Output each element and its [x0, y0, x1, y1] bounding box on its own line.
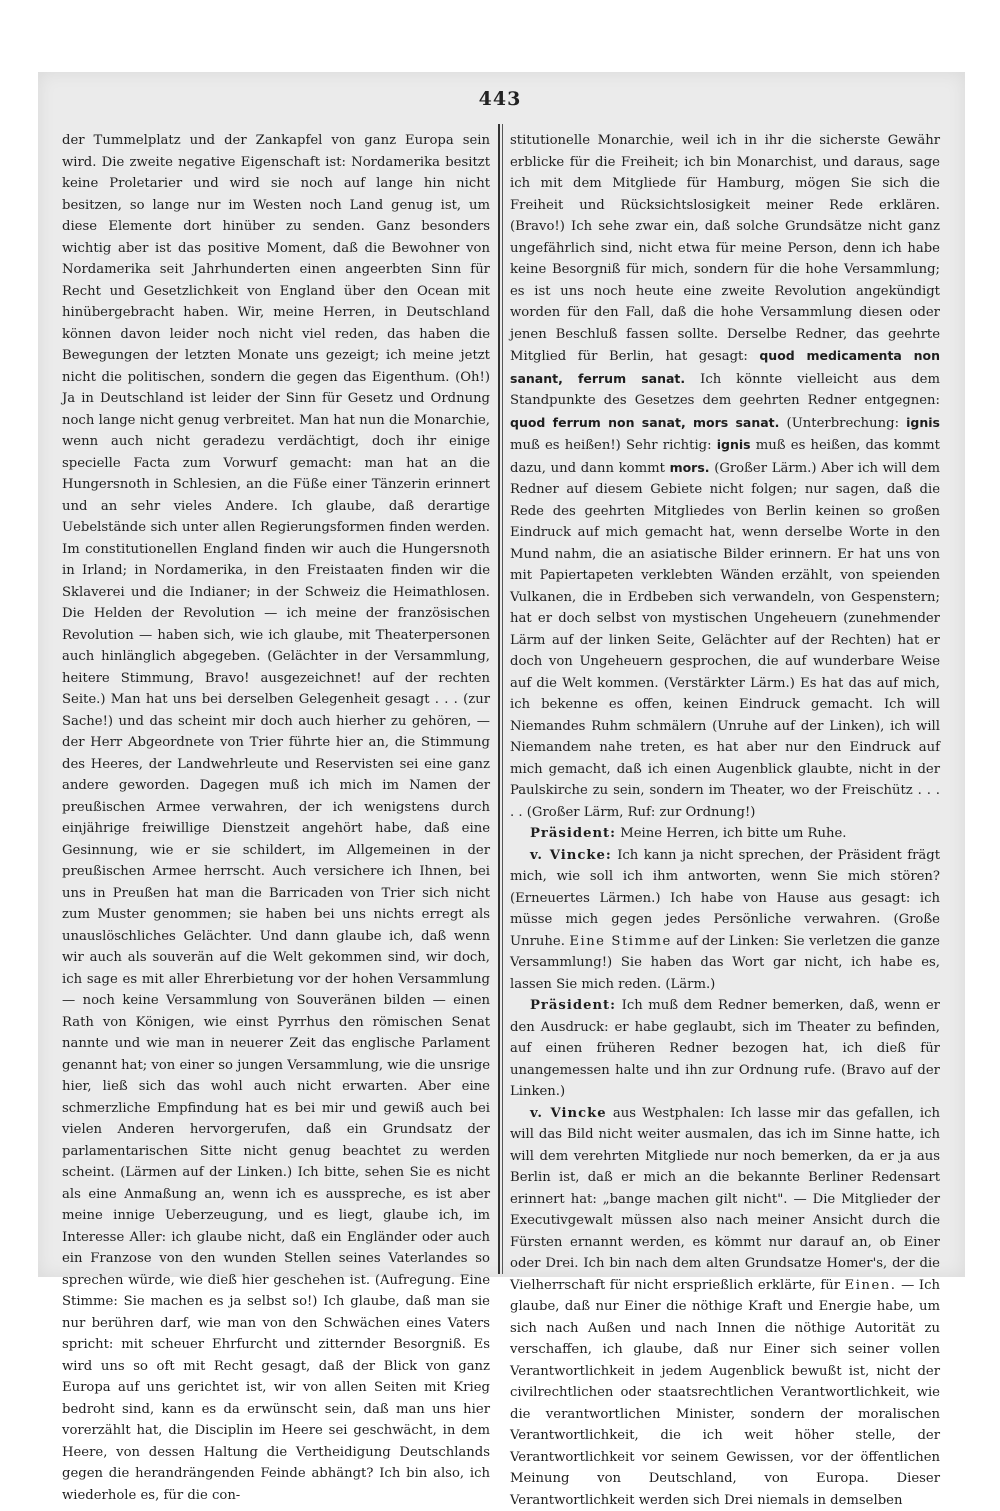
latin-word: ignis [717, 437, 751, 452]
text-segment: (Großer Lärm.) Aber ich will dem Redner auf diesem Gebiete nicht folgen; nur sagen, daß die Rede des geehrten Mitgliedes von Berlin keinen so großen Eindruck auf mich gemacht hat, wenn derselbe Worte in den Mund nahm, die an asiatische Bilder erinnern. Er hat uns von mit Papiertapeten verklebten Wänden erzählt, von speienden Vulkanen, die in Erdbeben sich verwandeln, von Gespenstern; hat er doch selbst von mystischen Ungeheuern (zunehmender Lärm auf der linken Seite, Gelächter auf der Rechten) hat er doch von Ungeheuern gesprochen, die auf wunderbare Weise auf die Welt kommen. (Verstärkter Lärm.) Es hat das auf mich, ich bekenne es offen, keinen Eindruck gemacht. Ich will Niemandes Ruhm schmälern (Unruhe auf der Linken), ich will Niemandem nahe treten, es hat aber nur den Eindruck auf mich gemacht, daß ich einen Augenblick glaubte, nicht in der Paulskirche zu sein, sondern im Theater, wo der Freischütz . . . . . (Großer Lärm, Ruf: zur Ordnung!) [510, 461, 940, 820]
latin-word: ignis [906, 415, 940, 430]
text-segment: Ich kann ja nicht sprechen, der Präsident frägt mich, wie soll ich ihm antworten, wenn Sie mich stören? (Erneuertes Lärmen.) Ich habe von Hause aus gesagt: ich müsse mich gegen jedes Persönliche verwahren. (Große Unruhe. [510, 848, 940, 949]
column-divider [498, 124, 500, 1274]
latin-word: mors. [670, 460, 710, 475]
text-segment: aus Westphalen: Ich lasse mir das gefallen, ich will das Bild nicht weiter ausmalen, das ich im Sinne hatte, ich will dem verehrten Mitgliede nur noch bemerken, da er ja aus Berlin ist, daß er mich an die bekannte Berliner Redensart erinnert hat: „bange machen gilt nicht". — Die Mitglieder der Executivgewalt müssen also nach meiner Ansicht durch die Fürsten ernannt werden, es kömmt nur darauf an, ob Einer oder Drei. Ich bin nach dem alten Grundsatze Homer's, der die Vielherrschaft für nicht ersprießlich erklärte, für [510, 1106, 940, 1293]
spaced-text: Eine Stimme [569, 934, 671, 949]
latin-quote: quod ferrum non sanat, mors sanat. [510, 415, 779, 430]
text-segment: — Ich glaube, daß nur Einer die nöthige Kraft und Energie habe, um sich nach Außen und nach Innen die nöthige Autorität zu verschaffen, ich glaube, daß nur Einer sich seiner vollen Verantwortlichkeit in jedem Augenblick bewußt ist, nicht der civilrechtlichen oder staatsrechtlichen Verantwortlichkeit, wie die verantwortlichen Minister, sondern der moralischen Verantwortlichkeit, die ich weit höher stelle, der Verantwortlichkeit vor seinem Gewissen, vor der öffentlichen Meinung von Deutschland, von Europa. Dieser Verantwortlichkeit werden sich Drei niemals in demselben [510, 1278, 940, 1508]
speaker-name: Präsident: [530, 826, 616, 841]
text-segment: (Unterbrechung: [787, 416, 899, 431]
speaker-name: v. Vincke [530, 1106, 607, 1121]
page-number: 443 [0, 88, 1000, 110]
text-segment: Meine Herren, ich bitte um Ruhe. [620, 826, 846, 841]
latin-quote: quod medicamenta non sanant, ferrum sanat. [510, 348, 940, 386]
paragraph-vincke-1 [510, 845, 940, 996]
left-column [62, 130, 490, 1506]
spaced-text: Einen. [845, 1278, 897, 1293]
paragraph-praesident-1 [510, 823, 940, 845]
paragraph-praesident-2 [510, 995, 940, 1103]
text-segment: Ich könnte vielleicht aus dem Standpunkte des Gesetzes dem geehrten Redner entgegnen: [510, 372, 940, 409]
text-segment: muß es heißen!) Sehr richtig: [510, 438, 712, 453]
speaker-name: Präsident: [530, 998, 616, 1013]
paragraph-monarchie [510, 130, 940, 823]
left-column-text: der Tummelplatz und der Zankapfel von ganz Europa sein wird. Die zweite negative Eigenschaft ist: Nordamerika besitzt keine Proletarier und wird sie noch auf lange hin nicht besitzen, so lange nur im Westen noch Land genug ist, um diese Elemente dort hinüber zu senden. Ganz besonders wichtig aber ist das positive Moment, daß die Bewohner von Nordamerika seit Jahrhunderten einen angeerbten Sinn für Recht und Gesetzlichkeit von England über den Ocean mit hinübergebracht haben. Wir, meine Herren, in Deutschland können davon leider noch nicht viel reden, das haben die Bewegungen der letzten Monate uns gezeigt; ich meine jetzt nicht die politischen, sondern die gegen das Eigenthum. (Oh!) Ja in Deutschland ist leider der Sinn für Gesetz und Ordnung noch lange nicht genug verbreitet. Man hat nun die Monarchie, wenn auch nicht geradezu verdächtigt, doch ihr einige specielle Facta zum Vorwurf gemacht: man hat an die Hungersnoth in Schlesien, an die Füße einer Tänzerin erinnert und an sehr vieles Andere. Ich glaube, daß derartige Uebelstände sich unter allen Regierungsformen finden werden. Im constitutionellen England finden wir auch die Hungersnoth in Irland; in Nordamerika, in den Freistaaten finden wir die Sklaverei und die Indianer; in der Schweiz die Heimathlosen. Die Helden der Revolution — ich meine der französischen Revolution — haben sich, wie ich glaube, mit Theaterpersonen auch hinlänglich abgegeben. (Gelächter in der Versammlung, heitere Stimmung, Bravo! ausgezeichnet! auf der rechten Seite.) Man hat uns bei derselben Gelegenheit gesagt . . . (zur Sache!) und das scheint mir doch auch hierher zu gehören, — der Herr Abgeordnete von Trier führte hier an, die Stimmung des Heeres, der Landwehrleute und Reservisten sei eine ganz andere geworden. Dagegen muß ich mich im Namen der preußischen Armee verwahren, der ich wenigstens durch einjährige freiwillige Dienstzeit angehört habe, daß eine Gesinnung, wie er sie schildert, im Allgemeinen in der preußischen Armee herrscht. Auch versichere ich Ihnen, bei uns in Preußen hat man die Barricaden von Trier sich nicht zum Muster genommen; sie haben bei uns nichts erregt als unauslöschliches Gelächter. Und dann glaube ich, daß wenn wir auch als souverän auf die Welt gekommen sind, wir doch, ich sage es mit aller Ehrerbietung vor der hohen Versammlung — noch keine Versammlung von Souveränen bilden — einen Rath von Königen, wie einst Pyrrhus den römischen Senat nannte und wie man in neuerer Zeit das englische Parlament genannt hat; von einer so jungen Versammlung, wie die unsrige hier, ließ sich das wohl auch nicht erwarten. Aber eine schmerzliche Empfindung hat es bei mir und gewiß auch bei vielen Anderen hervorgerufen, daß ein Grundsatz der parlamentarischen Sitte nicht genug beachtet zu werden scheint. (Lärmen auf der Linken.) Ich bitte, sehen Sie es nicht als eine Anmaßung an, wenn ich es ausspreche, es ist aber meine innige Ueberzeugung, und es liegt, glaube ich, im Interesse Aller: ich glaube nicht, daß ein Engländer oder auch ein Franzose von den wunden Stellen seines Vaterlandes so sprechen würde, wie dieß hier geschehen ist. (Aufregung. Eine Stimme: Sie machen es ja selbst so!) Ich glaube, daß man sie nur berühren darf, wie man von den Schwächen eines Vaters spricht: mit scheuer Ehrfurcht und zitternder Besorgniß. Es wird uns so oft mit Recht gesagt, daß der Blick von ganz Europa auf uns gerichtet ist, wir von allen Seiten mit Krieg bedroht sind, kann es da erwünscht sein, daß man uns hier vorerzählt hat, die Disciplin im Heere sei geschwächt, in dem Heere, von dessen Haltung die Vertheidigung Deutschlands gegen die herandrängenden Feinde abhängt? Ich bin also, ich wiederhole es, für die con- [62, 130, 490, 1506]
text-segment: auf der Linken: Sie verletzen die ganze Versammlung!) Sie haben das Wort gar nicht, ich habe es, lassen Sie mich reden. (Lärm.) [510, 934, 940, 992]
paragraph-vincke-2 [510, 1103, 940, 1511]
speaker-name: v. Vincke: [530, 848, 612, 863]
text-segment: muß es heißen, das kommt dazu, und dann kommt [510, 438, 940, 476]
text-segment: stitutionelle Monarchie, weil ich in ihr die sicherste Gewähr erblicke für die Freiheit; ich bin Monarchist, und daraus, sage ich mit dem Mitgliede für Hamburg, mögen Sie sich die Freiheit und Rücksichtslosigkeit meiner Rede erklären. (Bravo!) Ich sehe zwar ein, daß solche Grundsätze nicht ganz ungefährlich sind, nicht etwa für meine Person, denn ich habe keine Besorgniß für mich, sondern für die hohe Versammlung; es ist uns noch heute eine zweite Revolution angekündigt worden für den Fall, daß die hohe Versammlung diesen oder jenen Beschluß fassen sollte. Derselbe Redner, das geehrte Mitglied für Berlin, hat gesagt: [510, 133, 940, 364]
right-column [510, 130, 940, 1511]
text-segment: Ich muß dem Redner bemerken, daß, wenn er den Ausdruck: er habe geglaubt, sich im Theater zu befinden, auf einen früheren Redner bezogen hat, ich dieß für unangemessen halte und ihn zur Ordnung rufe. (Bravo auf der Linken.) [510, 998, 940, 1099]
